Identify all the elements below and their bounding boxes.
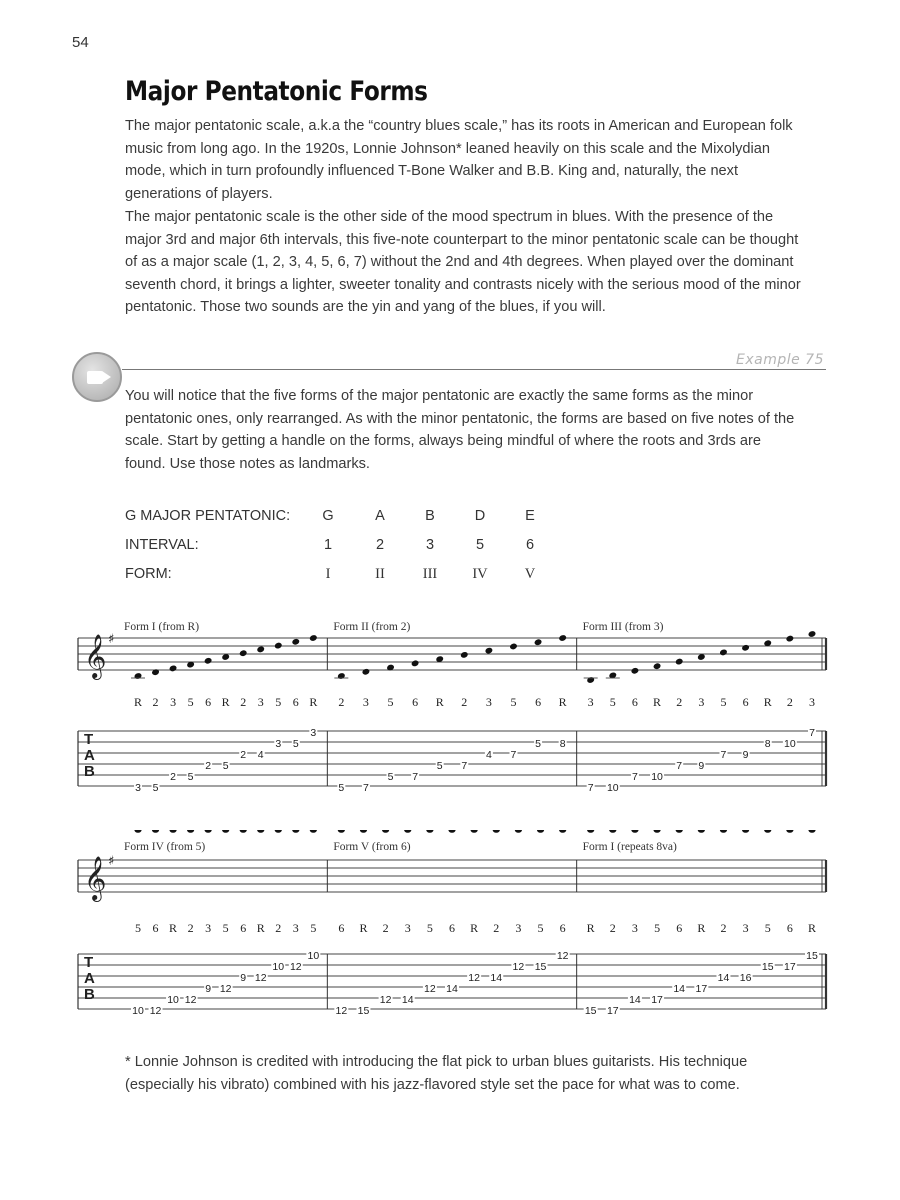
note-head: [609, 830, 616, 833]
note-head: [509, 643, 518, 651]
tab-fret-number: 10: [307, 950, 320, 962]
scale-row-label: G MAJOR PENTATONIC:: [125, 508, 291, 524]
tab-fret-number: 2: [170, 771, 176, 783]
tab-fret-number: 7: [587, 782, 594, 794]
tab-fret-number: 10: [167, 994, 179, 1006]
form-label: Form II (from 2): [333, 621, 411, 633]
tab-fret-number: 12: [219, 983, 232, 995]
tab-fret-number: 10: [606, 782, 619, 794]
tab-fret-number: 17: [651, 994, 663, 1006]
interval-label: 5: [135, 921, 141, 935]
interval-label: R: [256, 921, 265, 935]
note-head: [764, 830, 771, 833]
note-head: [485, 647, 494, 655]
scale-cell: V: [524, 566, 536, 582]
tab-fret-number: 16: [739, 972, 752, 984]
note-head: [256, 646, 265, 654]
note-head: [631, 667, 640, 675]
note-head: [382, 830, 389, 833]
interval-label: R: [470, 921, 479, 935]
note-head: [134, 830, 141, 833]
interval-label: R: [133, 695, 143, 709]
interval-label: 3: [257, 695, 264, 709]
page-number: 54: [72, 34, 89, 51]
tab-fret-number: 5: [222, 760, 229, 772]
form-label: Form I (repeats 8va): [582, 841, 677, 853]
tab-fret-number: 7: [720, 749, 727, 761]
note-head: [675, 658, 684, 666]
note-head: [239, 649, 248, 657]
note-head: [653, 830, 660, 833]
system-group: [78, 621, 826, 794]
note-head: [222, 830, 229, 833]
interval-label: 3: [404, 921, 411, 935]
interval-label: 2: [609, 921, 616, 935]
interval-label: 6: [205, 695, 212, 709]
interval-label: 5: [187, 695, 194, 709]
interval-label: 6: [292, 695, 299, 709]
interval-label: 3: [742, 921, 749, 935]
example-divider: [122, 369, 826, 370]
note-head: [534, 638, 543, 646]
interval-label: 5: [275, 695, 282, 709]
tab-fret-number: 7: [676, 760, 683, 772]
interval-label: R: [221, 695, 230, 709]
scale-cell: D: [474, 508, 486, 524]
scale-cell: A: [375, 508, 385, 524]
interval-label: 3: [631, 921, 638, 935]
scale-cell: 5: [475, 537, 485, 553]
treble-clef-icon: 𝄞: [84, 856, 107, 900]
treble-clef-icon: 𝄞: [84, 634, 107, 678]
tab-fret-number: 17: [784, 961, 796, 973]
scale-row-label: INTERVAL:: [125, 537, 199, 553]
note-head: [559, 830, 566, 833]
note-head: [275, 830, 282, 833]
note-head: [360, 830, 367, 833]
scale-cell: III: [422, 566, 438, 582]
tab-letter: A: [84, 970, 95, 987]
interval-label: 2: [275, 921, 282, 935]
note-head: [587, 830, 594, 833]
note-head: [151, 668, 160, 676]
tab-fret-number: 15: [806, 950, 818, 962]
interval-label: 6: [631, 695, 638, 709]
interval-label: 5: [720, 695, 727, 709]
note-head: [808, 830, 815, 833]
note-head: [653, 662, 662, 670]
note-head: [786, 635, 795, 643]
interval-label: 6: [412, 695, 419, 709]
tab-fret-number: 12: [468, 972, 480, 984]
form-label: Form V (from 6): [333, 841, 411, 853]
scale-cell: 3: [425, 537, 435, 553]
system-group: [78, 830, 826, 1017]
tab-fret-number: 14: [401, 994, 414, 1006]
tab-fret-number: 7: [809, 727, 815, 739]
interval-label: 6: [449, 921, 455, 935]
tab-fret-number: 14: [629, 994, 641, 1006]
interval-label: 5: [764, 921, 771, 935]
note-head: [448, 830, 455, 833]
note-head: [187, 830, 194, 833]
tab-fret-number: 5: [436, 760, 443, 772]
tab-fret-number: 7: [510, 749, 517, 761]
note-head: [338, 830, 345, 833]
interval-label: 2: [493, 921, 500, 935]
tab-fret-number: 5: [338, 782, 345, 794]
interval-label: 6: [240, 921, 247, 935]
interval-label: 2: [338, 695, 345, 709]
note-head: [404, 830, 411, 833]
interval-label: 5: [609, 695, 616, 709]
tab-fret-number: 2: [240, 749, 247, 761]
intro-paragraph-1: The major pentatonic scale, a.k.a the “country blues scale,” has its roots in American and European folk music from long ago. In the 1920s, Lonnie Johnson* leaned heavily on this scale and the Mixolydian mode, which in turn profoundly influenced T-Bone Walker and B.B. King and, naturally, the next generations of players.: [125, 118, 793, 202]
example-label: Example 75: [735, 352, 824, 368]
scale-cell: 1: [323, 537, 333, 553]
tab-fret-number: 9: [698, 760, 705, 772]
tab-fret-number: 7: [632, 771, 638, 783]
tab-fret-number: 10: [784, 738, 796, 750]
interval-label: 5: [387, 695, 394, 709]
tab-fret-number: 4: [485, 749, 492, 761]
interval-label: 6: [676, 921, 683, 935]
tab-fret-number: 15: [357, 1005, 370, 1017]
tab-fret-number: 17: [606, 1005, 619, 1017]
note-head: [537, 830, 544, 833]
tab-fret-number: 5: [535, 738, 541, 750]
note-head: [808, 630, 817, 638]
tab-letter: T: [84, 954, 94, 971]
tab-letter: B: [84, 986, 95, 1003]
tab-fret-number: 12: [184, 994, 197, 1006]
tab-fret-number: 15: [584, 1005, 597, 1017]
interval-label: R: [169, 921, 178, 935]
tab-fret-number: 9: [240, 972, 247, 984]
note-head: [204, 657, 213, 665]
video-camera-icon[interactable]: [72, 352, 122, 402]
tab-fret-number: 14: [673, 983, 686, 995]
note-head: [134, 672, 143, 680]
sharp-icon: ♯: [108, 854, 115, 869]
note-head: [426, 830, 433, 833]
tab-fret-number: 12: [556, 950, 569, 962]
note-head: [205, 830, 212, 833]
interval-label: 5: [654, 921, 661, 935]
note-head: [460, 651, 469, 659]
note-head: [719, 649, 728, 657]
tab-fret-number: 12: [289, 961, 302, 973]
scale-cell: II: [375, 566, 385, 582]
note-head: [309, 634, 318, 642]
form-label: Form III (from 3): [582, 621, 664, 633]
interval-label: 3: [809, 695, 815, 709]
note-head: [257, 830, 264, 833]
note-head: [292, 830, 299, 833]
interval-label: 3: [515, 921, 522, 935]
tab-fret-number: 10: [651, 771, 663, 783]
interval-label: 2: [461, 695, 468, 709]
scale-cell: E: [525, 508, 535, 524]
interval-label: R: [309, 695, 318, 709]
tab-fret-number: 10: [132, 1005, 144, 1017]
tab-fret-number: 12: [379, 994, 392, 1006]
tab-fret-number: 7: [461, 760, 468, 772]
note-head: [558, 634, 567, 642]
tab-fret-number: 5: [152, 782, 159, 794]
note-head: [169, 830, 176, 833]
note-head: [741, 644, 750, 652]
note-head: [471, 830, 478, 833]
notation-system-1: [70, 610, 840, 825]
note-head: [274, 642, 283, 650]
tab-fret-number: 8: [559, 738, 566, 750]
tab-fret-number: 12: [424, 983, 436, 995]
tab-fret-number: 14: [717, 972, 730, 984]
note-head: [240, 830, 247, 833]
interval-label: 2: [240, 695, 247, 709]
tab-letter: A: [84, 747, 95, 764]
page-title: Major Pentatonic Forms: [125, 76, 428, 107]
form-label: Form I (from R): [124, 621, 200, 633]
tab-fret-number: 5: [387, 771, 394, 783]
tab-fret-number: 15: [761, 961, 774, 973]
interval-label: 3: [292, 921, 299, 935]
interval-label: 5: [310, 921, 317, 935]
interval-label: R: [359, 921, 368, 935]
interval-label: R: [653, 695, 662, 709]
interval-label: 5: [426, 921, 433, 935]
interval-label: R: [586, 921, 595, 935]
tab-fret-number: 10: [272, 961, 285, 973]
example-paragraph: You will notice that the five forms of the major pentatonic are exactly the same forms as the minor pentatonic ones, only rearranged. As with the minor pentatonic, the forms are based on five notes of the scale. Start by getting a handle on the forms, always being mindful of where the roots and 3rds are found. Use those notes as landmarks.: [125, 388, 795, 472]
interval-label: 6: [338, 921, 345, 935]
interval-label: 3: [587, 695, 594, 709]
interval-label: 2: [676, 695, 683, 709]
interval-label: 2: [152, 695, 159, 709]
tab-fret-number: 12: [512, 961, 525, 973]
scale-cell: 6: [525, 537, 535, 553]
note-head: [676, 830, 683, 833]
tab-fret-number: 9: [205, 983, 212, 995]
tab-fret-number: 17: [695, 983, 708, 995]
interval-label: R: [435, 695, 444, 709]
note-head: [310, 830, 317, 833]
interval-label: 3: [698, 695, 705, 709]
interval-label: R: [558, 695, 567, 709]
interval-label: 5: [510, 695, 517, 709]
note-head: [362, 668, 371, 676]
interval-label: 6: [742, 695, 749, 709]
interval-label: 6: [786, 921, 793, 935]
tab-fret-number: 7: [412, 771, 419, 783]
tab-fret-number: 12: [254, 972, 267, 984]
tab-fret-number: 3: [310, 727, 317, 739]
interval-label: R: [763, 695, 772, 709]
interval-label: 2: [720, 921, 727, 935]
sharp-icon: ♯: [108, 632, 115, 647]
interval-label: R: [697, 921, 706, 935]
note-head: [786, 830, 793, 833]
scale-cell: 2: [375, 537, 385, 553]
footnote: * Lonnie Johnson is credited with introducing the flat pick to urban blues guitarists. His technique (especially his vibrato) combined with his jazz-flavored style set the pace for what was to come.: [125, 1054, 748, 1093]
scale-cell: IV: [472, 566, 488, 582]
interval-label: R: [807, 921, 817, 935]
tab-letter: T: [84, 731, 94, 748]
tab-fret-number: 5: [292, 738, 299, 750]
note-head: [515, 830, 522, 833]
tab-fret-number: 12: [335, 1005, 348, 1017]
scale-row-label: FORM:: [125, 566, 172, 582]
interval-label: 6: [152, 921, 159, 935]
interval-label: 3: [362, 695, 369, 709]
form-label: Form IV (from 5): [124, 841, 206, 853]
tab-fret-number: 3: [135, 782, 141, 794]
note-head: [742, 830, 749, 833]
tab-fret-number: 3: [275, 738, 282, 750]
scale-cell: B: [425, 508, 435, 524]
note-head: [586, 676, 595, 684]
interval-label: 5: [222, 921, 229, 935]
interval-label: 5: [537, 921, 544, 935]
tab-fret-number: 14: [490, 972, 503, 984]
tab-fret-number: 15: [534, 961, 547, 973]
interval-label: 3: [170, 695, 177, 709]
tab-letter: B: [84, 763, 95, 780]
tab-fret-number: 8: [764, 738, 771, 750]
note-head: [720, 830, 727, 833]
notation-system-2: [70, 830, 840, 1020]
interval-label: 6: [559, 921, 566, 935]
interval-label: 3: [205, 921, 212, 935]
interval-label: 2: [786, 695, 793, 709]
note-head: [152, 830, 159, 833]
scale-cell: G: [322, 508, 334, 524]
note-head: [169, 665, 178, 673]
tab-fret-number: 12: [149, 1005, 162, 1017]
interval-label: 2: [382, 921, 389, 935]
intro-paragraph-2: The major pentatonic scale is the other side of the mood spectrum in blues. With the presence of the major 3rd and major 6th intervals, this five-note counterpart to the minor pentatonic scale can be thought of as a major scale (1, 2, 3, 4, 5, 6, 7) without the 2nd and 4th degrees. When played over the dominant seventh chord, it brings a lighter, sweeter tonality and contrasts nicely with the serious mood of the minor pentatonic. Those two sounds are the yin and yang of the blues, if you will.: [125, 209, 801, 315]
note-head: [631, 830, 638, 833]
scale-cell: I: [325, 566, 331, 582]
note-head: [493, 830, 500, 833]
tab-fret-number: 5: [187, 771, 194, 783]
tab-fret-number: 4: [257, 749, 264, 761]
note-head: [291, 638, 300, 646]
interval-label: 2: [187, 921, 194, 935]
note-head: [337, 672, 346, 680]
note-head: [698, 830, 705, 833]
tab-fret-number: 7: [363, 782, 369, 794]
tab-fret-number: 9: [742, 749, 749, 761]
tab-fret-number: 2: [205, 760, 212, 772]
interval-label: 3: [485, 695, 492, 709]
note-head: [411, 659, 420, 667]
interval-label: 6: [535, 695, 542, 709]
tab-fret-number: 14: [446, 983, 458, 995]
